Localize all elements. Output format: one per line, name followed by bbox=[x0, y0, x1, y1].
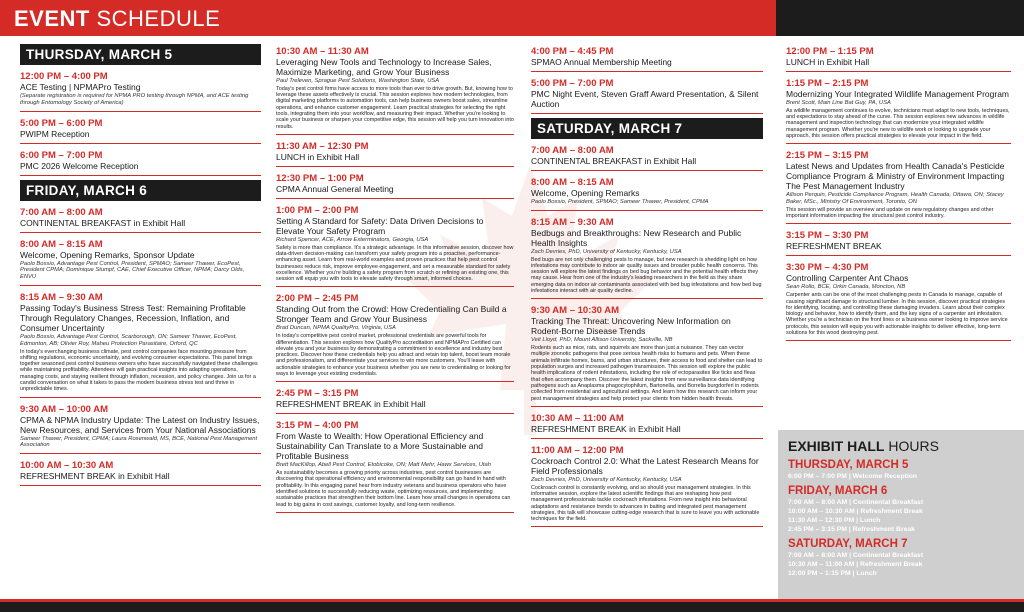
session-item bbox=[531, 44, 763, 72]
session-time: 9:30 AM – 10:30 AM bbox=[531, 305, 619, 317]
session-title: Modernizing Your Integrated Wildlife Management Program bbox=[786, 89, 1010, 99]
day-header-saturday: SATURDAY, MARCH 7 bbox=[531, 118, 763, 139]
session-speakers: Zach Devries, PhD, University of Kentucky, Kentucky, USA bbox=[531, 248, 682, 255]
session-item bbox=[276, 139, 514, 167]
session-item bbox=[276, 418, 514, 513]
session-item bbox=[786, 76, 1011, 144]
exhibit-day-friday: FRIDAY, MARCH 6 bbox=[788, 485, 888, 497]
session-item bbox=[276, 203, 514, 288]
session-time: 1:00 PM – 2:00 PM bbox=[276, 204, 359, 216]
session-description: This session will provide an overview and update on new regulatory changes and other important information impacting the structural pest control industry. bbox=[786, 206, 994, 220]
column-1 bbox=[20, 44, 261, 490]
session-time: 7:00 AM – 8:00 AM bbox=[20, 206, 103, 218]
session-time: 4:00 PM – 4:45 PM bbox=[531, 46, 614, 57]
page-title: EVENT SCHEDULE bbox=[14, 6, 221, 31]
session-time: 9:30 AM – 10:00 AM bbox=[20, 403, 108, 415]
session-item bbox=[531, 143, 763, 171]
session-speakers: Allison Perquin, Pesticide Compliance Program, Health Canada, Ottawa, ON; Stacey Baker, MSc., Ministry Of Environment, Toronto, ON bbox=[786, 192, 1004, 206]
session-item bbox=[276, 171, 514, 199]
session-title: Passing Today's Business Stress Test: Remaining Profitable Through Regulatory Changes, Recession, Inflation, and Consumer Uncertainty bbox=[20, 302, 246, 333]
session-time: 8:00 AM – 8:15 AM bbox=[20, 238, 103, 250]
session-time: 12:30 PM – 1:00 PM bbox=[276, 172, 364, 184]
session-title: SPMAO Annual Membership Meeting bbox=[531, 57, 672, 67]
exhibit-hours-row: 7:00 AM – 8:00 AM | Continental Breakfast bbox=[788, 552, 924, 559]
day-header-friday: FRIDAY, MARCH 6 bbox=[20, 180, 261, 201]
session-title: Controlling Carpenter Ant Chaos bbox=[786, 273, 909, 284]
session-title: REFRESHMENT BREAK bbox=[786, 241, 882, 252]
session-title: Bedbugs and Breakthroughs: New Research and Public Health Insights bbox=[531, 227, 742, 248]
session-time: 8:00 AM – 8:15 AM bbox=[531, 177, 614, 188]
session-speakers: Sean Rollo, BCE, Orkin Canada, Moncton, NB bbox=[786, 284, 906, 291]
exhibit-hours-row: 10:30 AM – 11:00 AM | Refreshment Break bbox=[788, 561, 923, 568]
session-description: Bed bugs are not only challenging pests to manage, but new research is shedding light on how infestations may contribute to indoor air quality issues and broader public health concerns. This session will explore the latest findings on bed bug behavior and the potential health effects they may cause. Hear from one of the industry's leading researchers in the field as they share emerging data on indoor air contaminants associated with bed bug infestations and how bed bug infestations interact with air quality decline. bbox=[531, 256, 762, 295]
exhibit-day-saturday: SATURDAY, MARCH 7 bbox=[788, 538, 908, 550]
session-time: 12:00 PM – 4:00 PM bbox=[20, 71, 108, 82]
session-title: Setting A Standard for Safety: Data Driven Decisions to Elevate Your Safety Program bbox=[276, 215, 484, 236]
session-item bbox=[786, 44, 1011, 72]
session-item bbox=[276, 386, 514, 414]
session-description: Cockroach control is constantly evolving, and so should your management strategies. In this informative session, explore the latest scientific findings that are reshaping how pest management professionals tackle cockroach infestations. From new insight into behavioral adaptations and resistance trends to advances in baiting and integrated pest management strategies, this talk will showcase cutting-edge research that is sure to leave you with actionable techniques for the field. bbox=[531, 484, 760, 523]
session-speakers: Paolo Bossio, Advantage Pest Control, President, SPMAO; Sameer Thawer, EcoPest, President CPMA; Dominique Stumpf, CAE, Chief Executive Officer, NPMA; Darcy Olds, ENVU bbox=[20, 260, 245, 281]
session-item bbox=[20, 402, 261, 455]
session-description: Today's pest control firms have access to more tools than ever to drive growth. But, knowing how to leverage these assets effectively is crucial. This session explores how modern technologies, from digital marketing platforms to automation tools, can help business owners boost sales, streamline operations, and enhance customer engagement. Learn practical strategies for selecting the right tools, integrating them into your workflow, and measuring their impact. Whether you're looking to scale your business or sharpen your competitive edge, this session will help you turn innovation into results. bbox=[276, 85, 514, 130]
session-time: 8:15 AM – 9:30 AM bbox=[531, 216, 614, 228]
session-time: 5:00 PM – 7:00 PM bbox=[531, 78, 614, 89]
session-time: 12:00 PM – 1:15 PM bbox=[786, 46, 874, 57]
header-bar-dark bbox=[776, 0, 1024, 36]
session-time: 3:30 PM – 4:30 PM bbox=[786, 262, 869, 274]
session-title: REFRESHMENT BREAK in Exhibit Hall bbox=[531, 423, 681, 434]
exhibit-hours-row: 2:45 PM – 3:15 PM | Refreshment Break bbox=[788, 526, 915, 533]
session-title: Tracking The Threat: Uncovering New Information on Rodent-Borne Disease Trends bbox=[531, 316, 731, 337]
session-title: CONTINENTAL BREAKFAST in Exhibit Hall bbox=[531, 156, 697, 166]
session-description: In today's competitive pest control market, professional credentials are powerful tools for differentiation. This session explores how QualityPro accreditation and NPMAPro Certified can elevate you and your business by demonstrating a commitment to excellence and industry best practices. Discover how these credentials help you attract and retain top talent, boost team morale and professionalism, and differentiate your services to win more customers. You'll leave with actionable strategies to enhance your business whether you are new to credentialing or looking for ways to leverage your existing credentials. bbox=[276, 333, 511, 378]
exhibit-hall-hours-panel bbox=[778, 430, 1024, 599]
session-speakers: Zach Devries, PhD, University of Kentucky, Kentucky, USA bbox=[531, 476, 682, 483]
session-speakers: Richard Spencer, ACE, Arrow Exterminators, Georgia, USA bbox=[276, 236, 429, 243]
session-time: 2:00 PM – 2:45 PM bbox=[276, 293, 359, 305]
session-item bbox=[20, 148, 261, 176]
session-description: Safety is more than compliance. It's a strategic advantage. In this informative session, discover how data-driven decision-making can transform your safety program into a proactive, performance-enhancing asset. Learn from real-world examples and proven practices that help pest control businesses reduce risk, improve employee engagement, and set a measurable standard for safety excellence. Whether you're building a safety program from scratch or refining an existing one, this session will equip you with tools to elevate safety through smart, informed choices. bbox=[276, 244, 514, 283]
session-description: As wildlife management continues to evolve, technicians must adapt to new tools, techniques, and expectations to stay ahead of the curve. This session explores new advances in wildlife management and inspection technology that can modernize your integrated wildlife management program. Whether you're new to wildlife work or looking to upgrade your approach, this session offers practical strategies to elevate your impact in the field. bbox=[786, 107, 1010, 139]
session-title: Cockroach Control 2.0: What the Latest Research Means for Field Professionals bbox=[531, 455, 759, 476]
session-time: 5:00 PM – 6:00 PM bbox=[20, 117, 103, 129]
session-description: Rodents such as mice, rats, and squirrels are more than just a nuisance. They can vector multiple zoonotic pathogens that pose serious health risks to humans and pets. When these animals infiltrate homes, barns, and urban structures, their access to food and shelter can lead to population surges and increased pathogen transmission. This session will explore the public health implications of rodent infestations, including the role of ectoparasites like ticks and fleas that often accompany them. Discover the latest insights from new surveillance data identifying pathogens such as Anaplasma phagocytophilum, Bartonella, and Borrelia burgdorferi in rodents collected from residential and agricultural settings. And learn how this research can inform your pest management strategies and help protect your clients from hidden health threats. bbox=[531, 345, 763, 402]
session-time: 3:15 PM – 4:00 PM bbox=[276, 420, 359, 432]
session-title: From Waste to Wealth: How Operational Efficiency and Sustainability Can Translate to a More Sustainable and Profitable Business bbox=[276, 431, 484, 462]
session-description: In today's everchanging business climate, pest control companies face mounting pressure from shifting regulations, economic uncertainty, and evolving consumer expectations. This panel brings together seasoned pest control business owners who have successfully navigated these challenges while maintaining profitability. Attendees will gain practical insights into adapting operations, managing costs, and staying resilient through inflation, recession, and policy changes. Join us for a candid conversation on what it takes to pass the modern business stress test and thrive in unpredictable times. bbox=[20, 348, 258, 393]
session-description: As sustainability becomes a growing priority across industries, pest control businesses are discovering that operational efficiency and environmental responsibility can go hand in hand with profitability. In this engaging panel hear from industry veterans and business operators who have identified solutions to successfully reducing waste, optimizing resources, and implementing sustainable practices that strengthen their bottom line. Learn how small changes in operations can lead to big gains in cost savings, customer loyalty, and long-term resilience. bbox=[276, 470, 511, 508]
footer-bar bbox=[0, 602, 1024, 612]
session-title: ACE Testing | NPMAPro Testing bbox=[20, 82, 141, 92]
session-time: 8:15 AM – 9:30 AM bbox=[20, 291, 103, 303]
session-title: LUNCH in Exhibit Hall bbox=[786, 57, 870, 67]
session-time: 11:00 AM – 12:00 PM bbox=[531, 444, 624, 456]
session-item bbox=[20, 237, 261, 286]
exhibit-day-thursday: THURSDAY, MARCH 5 bbox=[788, 459, 909, 471]
session-title: Standing Out from the Crowd: How Credentialing Can Build a Stronger Team and Grow Your Business bbox=[276, 304, 507, 325]
session-time: 10:00 AM – 10:30 AM bbox=[20, 460, 114, 472]
session-time: 1:15 PM – 2:15 PM bbox=[786, 78, 869, 89]
session-item bbox=[531, 215, 763, 300]
session-item bbox=[531, 443, 763, 528]
session-title: LUNCH in Exhibit Hall bbox=[276, 151, 360, 162]
session-speakers: Veit Lloyd, PhD, Mount Allison University, Sackville, NB bbox=[531, 337, 673, 344]
session-title: PMC Night Event, Steven Graff Award Presentation, & Silent Auction bbox=[531, 89, 759, 109]
session-title: Welcome, Opening Remarks, Sponsor Update bbox=[20, 249, 195, 260]
session-title: REFRESHMENT BREAK in Exhibit Hall bbox=[276, 399, 426, 410]
session-title: REFRESHMENT BREAK in Exhibit Hall bbox=[20, 471, 170, 482]
session-item bbox=[786, 260, 1011, 341]
session-description: Carpenter ants can be one of the most challenging pests in Canada to manage, capable of causing significant damage to structural lumber. In this session, discover practical strategies for identifying, locating, and controlling these damaging invaders. Learn about their complex biology and behavior, how to identify them, and the key signs of a carpenter ant infestation. Whether you're a technician on the front lines or a business owner looking to improve service protocols, this session will equip you with actionable insights to deliver effective, long-term solutions for this wood destroying pest. bbox=[786, 292, 1008, 337]
session-time: 10:30 AM – 11:00 AM bbox=[531, 412, 624, 424]
session-item bbox=[20, 458, 261, 486]
exhibit-hours-row: 6:00 PM – 7:00 PM | Welcome Reception bbox=[788, 473, 918, 480]
session-speakers: Brent Scott, Main Line Bat Guy, PA, USA bbox=[786, 100, 891, 106]
session-title: PMC 2026 Welcome Reception bbox=[20, 160, 139, 171]
column-4 bbox=[786, 44, 1011, 345]
session-speakers: Paul Treleven, Sprague Pest Solutions, Washington State, USA bbox=[276, 78, 440, 84]
session-item bbox=[20, 116, 261, 144]
session-speakers: Brett MacKillop, Abell Pest Control, Etobicoke, ON; Matt Mehr, Hawx Services, Utah bbox=[276, 462, 491, 469]
session-item bbox=[531, 303, 763, 406]
column-2 bbox=[276, 44, 514, 517]
session-speakers: Paolo Bossio, President, SPMAO; Sameer Thawer, President, CPMA bbox=[531, 199, 709, 205]
session-item bbox=[276, 44, 514, 135]
session-time: 2:15 PM – 3:15 PM bbox=[786, 150, 869, 162]
day-header-thursday: THURSDAY, MARCH 5 bbox=[20, 44, 261, 65]
session-title: PWIPM Reception bbox=[20, 128, 90, 139]
exhibit-hours-row: 11:30 AM – 12:30 PM | Lunch bbox=[788, 517, 881, 524]
session-item bbox=[276, 291, 514, 382]
session-speakers: (Separate registration is required for NPMA PRO testing through NPMA, and ACE testing through Entomology Society of America) bbox=[20, 93, 249, 106]
session-time: 10:30 AM – 11:30 AM bbox=[276, 46, 369, 57]
session-item bbox=[531, 175, 763, 211]
session-time: 7:00 AM – 8:00 AM bbox=[531, 145, 614, 156]
session-item bbox=[786, 228, 1011, 256]
session-title: Latest News and Updates from Health Canada's Pesticide Compliance Program & Ministry of Environment Impacting The Pest Management Industry bbox=[786, 161, 1005, 192]
session-title: CONTINENTAL BREAKFAST in Exhibit Hall bbox=[20, 217, 186, 228]
session-time: 11:30 AM – 12:30 PM bbox=[276, 140, 369, 152]
session-time: 3:15 PM – 3:30 PM bbox=[786, 230, 869, 242]
session-speakers: Sameer Thawer, President, CPMA; Laura Rosenwald, MS, BCE, National Pest Management Association bbox=[20, 435, 258, 449]
session-item bbox=[20, 69, 261, 112]
session-title: Welcome, Opening Remarks bbox=[531, 188, 640, 198]
session-title: Leveraging New Tools and Technology to Increase Sales, Maximize Marketing, and Grow Your Business bbox=[276, 57, 492, 77]
session-speakers: Paolo Bossio, Advantage Pest Control, Scarborough, ON; Sameer Thawer, EcoPest, Edmonton, AB; Olivier Roy, Maheu Protection Parasitaire, Orford, QC bbox=[20, 333, 237, 347]
exhibit-hours-row: 10:00 AM – 10:30 AM | Refreshment Break bbox=[788, 508, 923, 515]
session-item bbox=[531, 411, 763, 439]
session-item bbox=[531, 76, 763, 114]
exhibit-hall-title: EXHIBIT HALL HOURS bbox=[788, 438, 939, 454]
session-speakers: Brad Duncan, NPMA QualityPro, Virginia, USA bbox=[276, 325, 396, 332]
exhibit-hours-row: 7:00 AM – 8:00 AM | Continental Breakfast bbox=[788, 499, 924, 506]
session-time: 6:00 PM – 7:00 PM bbox=[20, 149, 103, 161]
session-item bbox=[786, 148, 1011, 224]
column-3 bbox=[531, 44, 763, 531]
session-item bbox=[20, 205, 261, 233]
session-time: 2:45 PM – 3:15 PM bbox=[276, 388, 359, 400]
session-title: CPMA & NPMA Industry Update: The Latest on Industry Issues, New Resources, and Services from Your National Associations bbox=[20, 414, 260, 435]
session-item bbox=[20, 290, 261, 398]
session-title: CPMA Annual General Meeting bbox=[276, 183, 394, 194]
exhibit-hours-row: 12:00 PM – 1:15 PM | Lunch bbox=[788, 570, 877, 577]
